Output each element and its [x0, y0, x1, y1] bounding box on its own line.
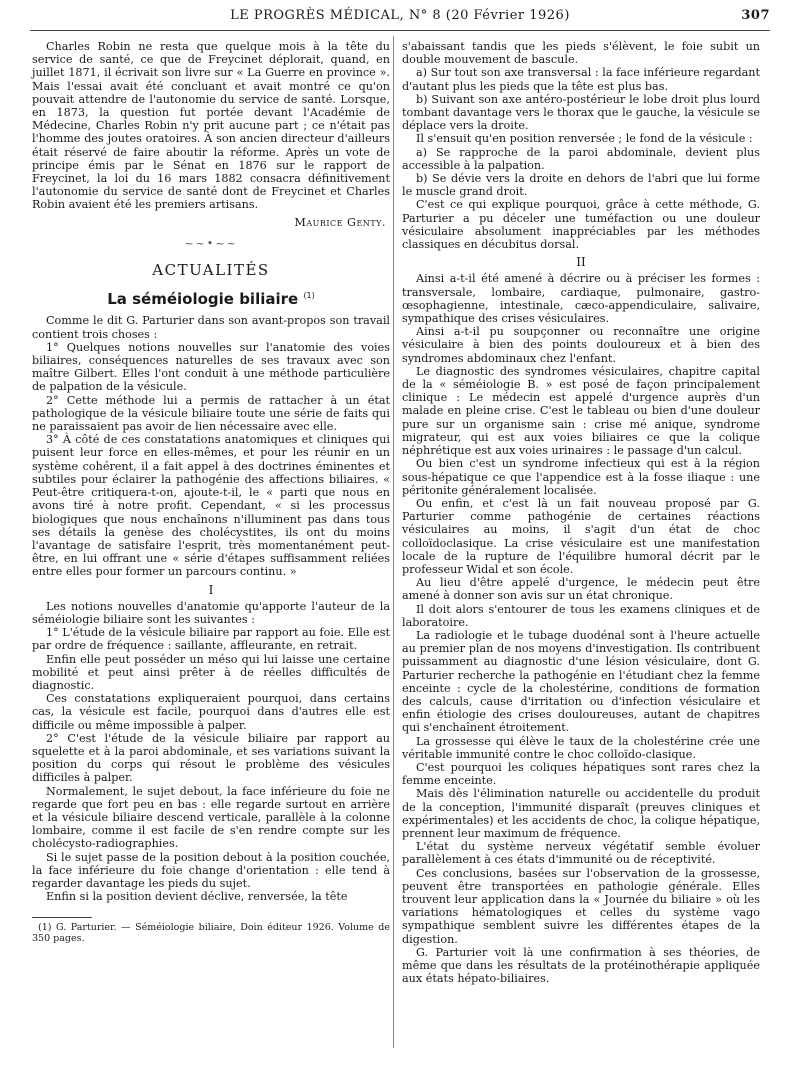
- paragraph: Ou bien c'est un syndrome infectieux qui est à la région sous-hépatique ce que l'appendice est à la fosse iliaque : une péritonite généralement localisée.: [402, 457, 760, 497]
- article-title-text: La séméiologie biliaire: [107, 290, 299, 309]
- footnote: (1) G. Parturier. — Séméiologie biliaire, Doin éditeur 1926. Volume de 350 pages.: [32, 922, 390, 945]
- paragraph: Ainsi a-t-il été amené à décrire ou à préciser les formes : transversale, lombaire, cardiaque, pulmonaire, gastro-œsophagienne, intestinale, cæco-appendiculaire, salivaire, sympathique des crises vésiculaires.: [402, 272, 760, 326]
- intro-paragraph: Charles Robin ne resta que quelque mois à la tête du service de santé, ce que de Freycinet déplorait, quand, en juillet 1871, il écrivait son livre sur « La Guerre en province ». Mais l'essai avait été concluant et avait montré ce qu'on pouvait attendre de l'autonomie du service de santé. Lorsque, en 1873, la question fut portée devant l'Académie de Médecine, Charles Robin n'y prit aucune part ; ce n'était pas l'homme des joutes oratoires. À son ancien directeur d'ailleurs était réservé de faire aboutir la réforme. Après un vote de principe émis par le Sénat en 1876 sur le rapport de Freycinet, la loi du 16 mars 1882 consacra définitivement l'autonomie du service de santé dont de Freycinet et Charles Robin avaient été les premiers artisans.: [32, 40, 390, 212]
- section-title: ACTUALITÉS: [152, 261, 270, 280]
- page-number: 307: [741, 8, 770, 23]
- running-header: [30, 8, 770, 28]
- paragraph: b) Suivant son axe antéro-postérieur le lobe droit plus lourd tombant davantage vers le thorax que le gauche, la vésicule se déplace vers la droite.: [402, 92, 760, 133]
- paragraph: Mais dès l'élimination naturelle ou accidentelle du produit de la conception, l'immunité disparaît (preuves cliniques et expérimentales) et les accidents de choc, la colique hépatique, prennent leur maximum de fréquence.: [402, 787, 760, 840]
- paragraph: s'abaissant tandis que les pieds s'élèvent, le foie subit un double mouvement de bascule.: [402, 40, 760, 67]
- paragraph: 1° L'étude de la vésicule biliaire par rapport au foie. Elle est par ordre de fréquence : saillante, affleurante, en retrait.: [32, 626, 390, 653]
- paragraph: Il s'ensuit qu'en position renversée ; le fond de la vésicule :: [416, 132, 753, 146]
- article-title: [32, 289, 390, 309]
- paragraph: Ces conclusions, basées sur l'observation de la grossesse, peuvent être transportées en pathologie générale. Elles trouvent leur application dans la « Journée du biliaire » où les variations hématologiques et celles du système vago sympathique semblent suivre les différentes étapes de la digestion.: [402, 866, 760, 946]
- paragraph: 2° C'est l'étude de la vésicule biliaire par rapport au squelette et à la paroi abdominale, et ses variations suivant la position du corps qui résout le problème des vésicules difficiles à palper.: [32, 731, 390, 785]
- paragraph: b) Se dévie vers la droite en dehors de l'abri que lui forme le muscle grand droit.: [402, 172, 760, 199]
- running-head: LE PROGRÈS MÉDICAL, N° 8 (20 Février 1926): [230, 8, 570, 23]
- paragraph: Le diagnostic des syndromes vésiculaires, chapitre capital de la « séméiologie B. » est posé de façon principalement clinique : Le médecin est appelé d'urgence auprès d'un malade en pleine crise. C'est le tableau ou bien d'une douleur pure sur un organisme sain : crise mé anique, syndrome migrateur, qui est aux voies biliaires ce que la colique néphrétique est aux voies urinaires : le passage d'un calcul.: [402, 364, 760, 458]
- paragraph: La grossesse qui élève le taux de la cholestérine crée une véritable immunité contre le choc colloïdo-clasique.: [402, 734, 760, 761]
- paragraph: 3° À côté de ces constatations anatomiques et cliniques qui puisent leur force en elles-mêmes, et pour les réunir en un système cohérent, il a fait appel à des doctrines éminentes et subtiles pour éclairer la pathogénie des affections biliaires. « Peut-être critiquera-t-on, ajoute-t-il, le « parti que nous en avons tiré à notre profit. Cependant, « si les processus biologiques que nous enchaînons n'illuminent pas dans tous ses détails la genèse des cholécystites, ils ont du moins l'avantage de satisfaire l'esprit, très momentanément peut-être, en lui offrant une « série d'étapes suffisamment reliées entre elles pour former un parcours continu. »: [32, 433, 390, 579]
- paragraph: Enfin elle peut posséder un méso qui lui laisse une certaine mobilité et peut ainsi prêter à de réelles difficultés de diagnostic.: [32, 652, 390, 692]
- paragraph: Ainsi a-t-il pu soupçonner ou reconnaître une origine vésiculaire à bien des points douloureux et à bien des syndromes abdominaux chez l'enfant.: [402, 325, 760, 365]
- right-column: [402, 40, 760, 985]
- header-rule: [30, 30, 770, 31]
- roman-heading-two: II: [576, 255, 586, 270]
- left-column: [32, 40, 390, 944]
- paragraph: a) Se rapproche de la paroi abdominale, devient plus accessible à la palpation.: [402, 145, 760, 172]
- paragraph: Comme le dit G. Parturier dans son avant-propos son travail contient trois choses :: [32, 314, 390, 341]
- paragraph: C'est ce qui explique pourquoi, grâce à cette méthode, G. Parturier a pu déceler une tuméfaction ou une douleur vésiculaire absolument inappréciables par les méthodes classiques en décubitus dorsal.: [402, 198, 760, 252]
- paragraph: Enfin si la position devient déclive, renversée, la tête: [46, 890, 348, 904]
- paragraph: 2° Cette méthode lui a permis de rattacher à un état pathologique de la vésicule biliaire toute une série de faits qui ne paraissaient pas avoir de lien nécessaire avec elle.: [32, 393, 390, 434]
- paragraph: C'est pourquoi les coliques hépatiques sont rares chez la femme enceinte.: [402, 760, 760, 788]
- paragraph: Ces constatations expliqueraient pourquoi, dans certains cas, la vésicule est facile, pourquoi dans d'autres elle est difficile ou même impossible à palper.: [32, 692, 390, 732]
- footnote-rule: [32, 917, 92, 918]
- roman-heading-one: I: [208, 582, 214, 597]
- paragraph: Ou enfin, et c'est là un fait nouveau proposé par G. Parturier comme pathogénie de certaines réactions vésiculaires au moins, il s'agit d'un état de choc colloïdoclasique. La crise vésiculaire est une manifestation locale de la rupture de l'équilibre humoral décrit par le professeur Widal et son école.: [402, 496, 760, 576]
- paragraph: G. Parturier voit là une confirmation à ses théories, de même que dans les résultats de la protéinothérapie appliquée aux états hépato-biliaires.: [402, 945, 760, 986]
- paragraph: 1° Quelques notions nouvelles sur l'anatomie des voies biliaires, conséquences naturelles de ses travaux avec son maître Gilbert. Elles l'ont conduit à une méthode particulière de palpation de la vésicule.: [32, 340, 390, 394]
- ornament-divider: ~~•~~: [184, 236, 238, 250]
- paragraph: Normalement, le sujet debout, la face inférieure du foie ne regarde que fort peu en bas : elle regarde surtout en arrière et la vésicule biliaire descend verticale, parallèle à la colonne lombaire, comme il est facile de s'en rendre compte sur les cholécysto-radiographies.: [32, 784, 390, 851]
- article-title-note: (1): [303, 291, 315, 301]
- paragraph: Les notions nouvelles d'anatomie qu'apporte l'auteur de la séméiologie biliaire sont les suivantes :: [32, 599, 390, 626]
- paragraph: La radiologie et le tubage duodénal sont à l'heure actuelle au premier plan de nos moyens d'investigation. Ils contribuent puissamment au diagnostic d'une lésion vésiculaire, dont G. Parturier recherche la pathogénie en l'étudiant chez la femme enceinte : cycle de la cholestérine, conditions de formation des calculs, cause d'irritation ou d'infection vésiculaire et enfin étiologie des crises douloureuses, autant de chapitres qui s'enchaînent étroitement.: [402, 628, 760, 735]
- paragraph: Il doit alors s'entourer de tous les examens cliniques et de laboratoire.: [402, 602, 760, 629]
- paragraph: Au lieu d'être appelé d'urgence, le médecin peut être amené à donner son avis sur un état chronique.: [402, 576, 760, 603]
- paragraph: Si le sujet passe de la position debout à la position couchée, la face inférieure du foie change d'orientation : elle tend à regarder davantage les pieds du sujet.: [32, 850, 390, 890]
- paragraph: L'état du système nerveux végétatif semble évoluer parallèlement à ces états d'immunité ou de réceptivité.: [402, 840, 760, 867]
- author-signature: Maurice Genty.: [294, 215, 386, 229]
- paragraph: a) Sur tout son axe transversal : la face inférieure regardant d'autant plus les pieds que la tête est plus bas.: [402, 66, 760, 93]
- column-divider: [393, 36, 394, 1048]
